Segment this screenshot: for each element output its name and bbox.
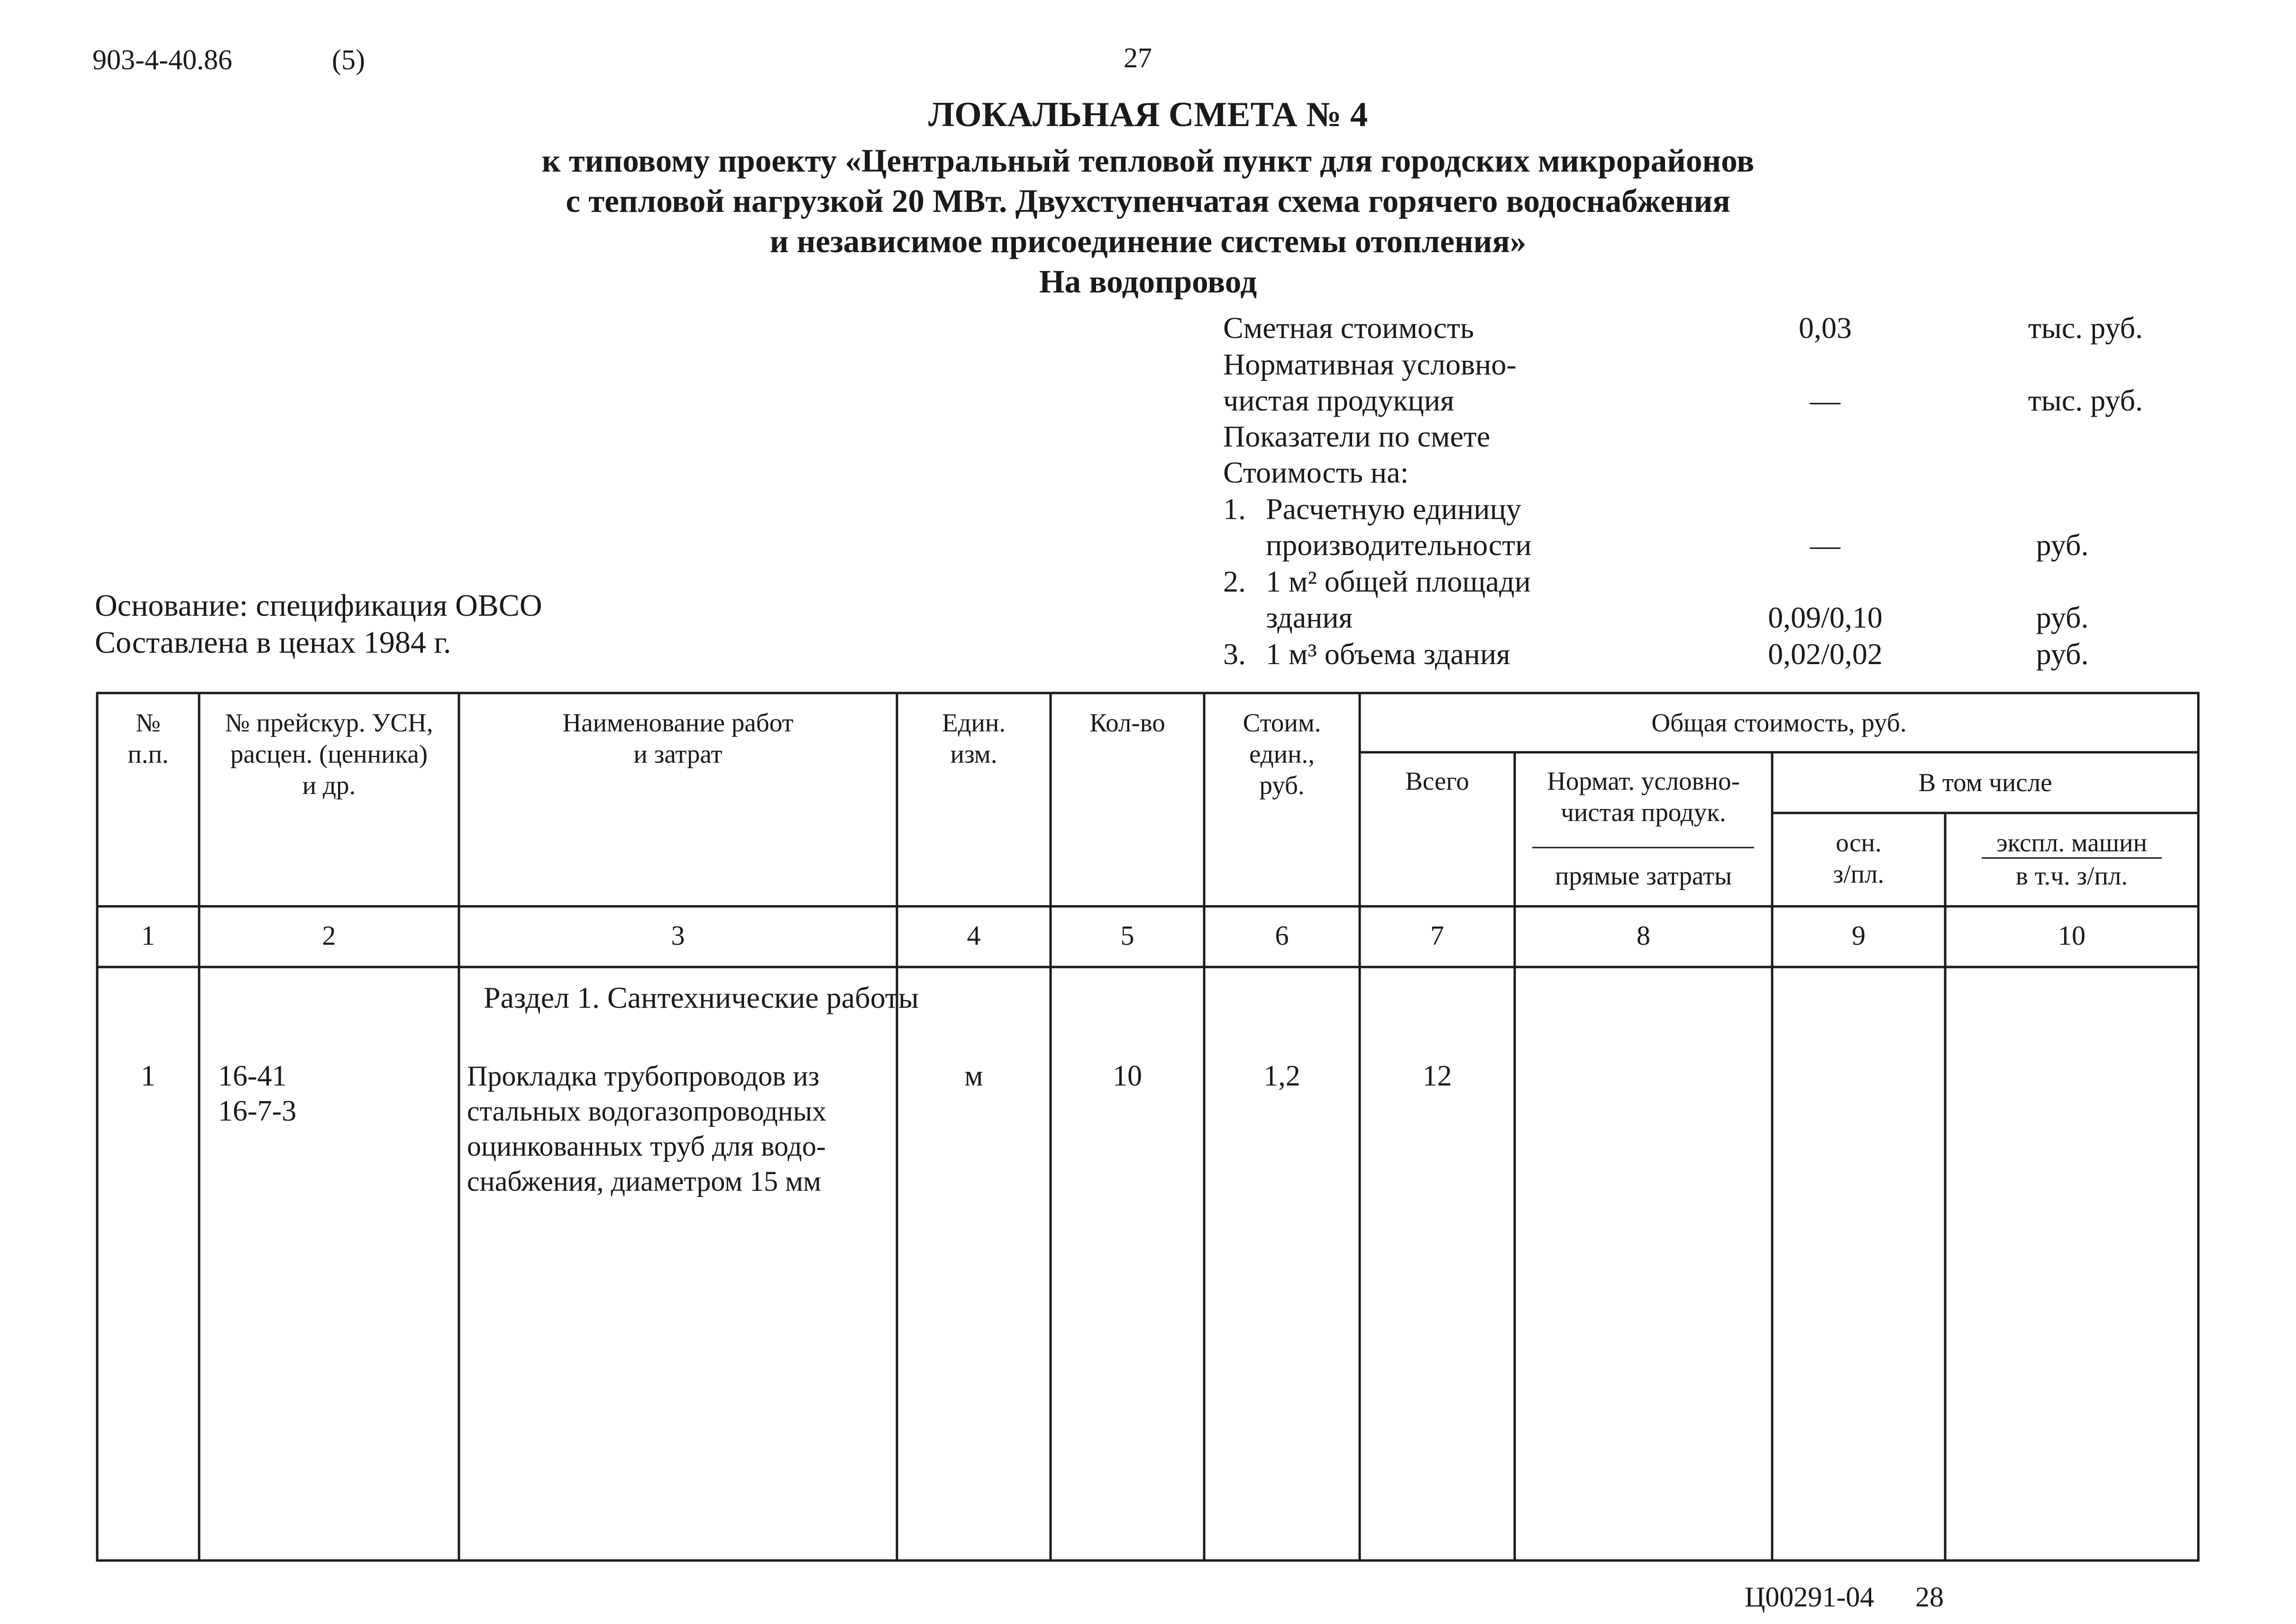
header-norm-product: Нормат. условно- чистая продук.: [1547, 766, 1740, 827]
column-number: 10: [2058, 920, 2086, 951]
norm-label-2: чистая продукция: [1223, 383, 1454, 417]
cost-label: Сметная стоимость: [1223, 311, 1474, 345]
item1-value: —: [1810, 528, 1840, 562]
column-number: 8: [1637, 920, 1650, 951]
quantity: 10: [1113, 1060, 1142, 1092]
row-number: 1: [141, 1060, 156, 1092]
cost-unit: тыс. руб.: [2028, 311, 2143, 345]
basis-line-1: Основание: спецификация ОВСО: [95, 588, 542, 623]
total-cost: 12: [1422, 1060, 1452, 1092]
header-direct-costs: прямые затраты: [1555, 861, 1732, 890]
work-name: Прокладка трубопроводов из стальных водогазопроводных оцинкованных труб для водо- снабжения, диаметром 15 мм: [467, 1060, 827, 1197]
cost-value: 0,03: [1799, 311, 1852, 345]
header-row-number: № п.п.: [128, 708, 169, 768]
item1-label-2: производительности: [1266, 528, 1532, 562]
estimate-subject: На водопровод: [1039, 264, 1257, 300]
item2-unit: руб.: [2036, 601, 2089, 634]
header-unit-cost: Стоим. един., руб.: [1243, 708, 1321, 800]
section-title: Раздел 1. Сантехнические работы: [484, 981, 919, 1014]
project-title-line-2: с тепловой нагрузкой 20 МВт. Двухступенчатая схема горячего водоснабжения: [566, 183, 1730, 219]
item3-label: 1 м³ объема здания: [1266, 637, 1510, 671]
item3-value: 0,02/0,02: [1768, 637, 1883, 671]
column-number: 5: [1120, 920, 1134, 951]
footer-code: Ц00291-04: [1745, 1581, 1875, 1613]
header-total: Всего: [1405, 766, 1469, 795]
table-border: [97, 693, 2198, 1560]
column-number: 2: [322, 920, 336, 951]
header-including-group: В том числе: [1918, 768, 2052, 797]
item3-unit: руб.: [2036, 637, 2089, 671]
item1-label-1: Расчетную единицу: [1266, 492, 1521, 526]
header-quantity: Кол-во: [1089, 708, 1165, 737]
document-code: 903-4-40.86: [92, 44, 232, 75]
header-price-code: № прейскур. УСН, расцен. (ценника) и др.: [225, 708, 433, 800]
header-work-name: Наименование работ и затрат: [562, 708, 794, 768]
project-title-line-3: и независимое присоединение системы отопления»: [769, 223, 1527, 259]
column-number: 4: [967, 920, 981, 951]
header-machine-salary: в т.ч. з/пл.: [2015, 861, 2128, 890]
basis-line-2: Составлена в ценах 1984 г.: [95, 625, 451, 660]
unit: м: [964, 1060, 983, 1092]
item2-label-1: 1 м² общей площади: [1266, 565, 1531, 598]
column-number: 3: [671, 920, 685, 951]
item2-number: 2.: [1223, 565, 1246, 598]
project-title-line-1: к типовому проекту «Центральный тепловой пункт для городских микрорайонов: [541, 143, 1755, 179]
unit-cost: 1,2: [1263, 1060, 1300, 1092]
footer-page-number: 28: [1915, 1581, 1944, 1613]
item1-unit: руб.: [2036, 528, 2089, 562]
header-total-group: Общая стоимость, руб.: [1651, 708, 1907, 737]
header-base-salary: осн. з/пл.: [1833, 828, 1884, 888]
item3-number: 3.: [1223, 637, 1246, 671]
norm-label-1: Нормативная условно-: [1223, 347, 1517, 381]
item2-value: 0,09/0,10: [1768, 601, 1883, 634]
column-number: 7: [1430, 920, 1444, 951]
header-machine-operation: экспл. машин: [1996, 828, 2147, 857]
column-number: 6: [1275, 920, 1289, 951]
estimate-title: ЛОКАЛЬНАЯ СМЕТА № 4: [928, 95, 1368, 134]
cost-on-label: Стоимость на:: [1223, 456, 1409, 489]
issue-number: (5): [332, 44, 365, 75]
column-number: 1: [141, 920, 155, 951]
indicators-label: Показатели по смете: [1223, 420, 1491, 453]
price-code: 16-41 16-7-3: [218, 1060, 297, 1127]
header-unit: Един. изм.: [942, 708, 1006, 768]
item2-label-2: здания: [1266, 601, 1353, 634]
item1-number: 1.: [1223, 492, 1246, 526]
column-number: 9: [1852, 920, 1866, 951]
norm-value: —: [1810, 383, 1840, 417]
page-number: 27: [1124, 42, 1152, 73]
norm-unit: тыс. руб.: [2028, 383, 2143, 417]
